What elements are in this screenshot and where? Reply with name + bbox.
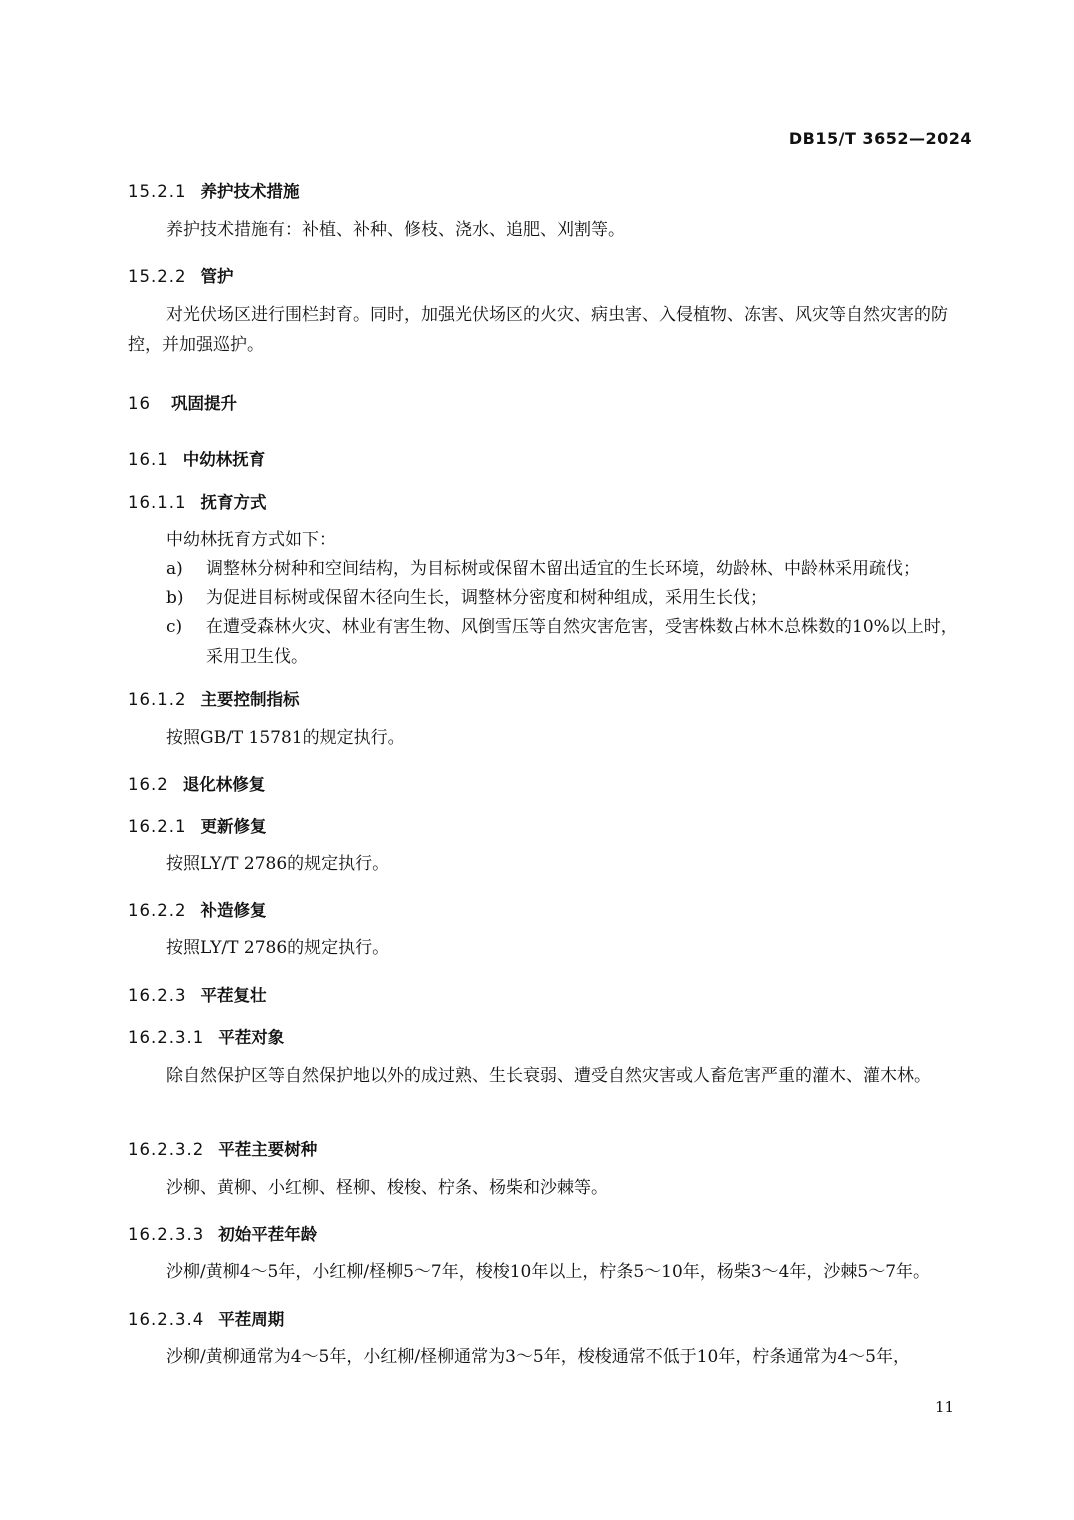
clause-heading: [128, 489, 266, 513]
clause-title: 补造修复: [200, 901, 267, 920]
clause-title: 主要控制指标: [200, 690, 300, 709]
clause-heading: [128, 1136, 317, 1160]
clause-number: 16.2.3.3: [128, 1225, 205, 1244]
clause-title: 平茬周期: [218, 1310, 285, 1329]
clause-number: 16.2.2: [128, 901, 187, 920]
clause-title: 平茬对象: [218, 1028, 285, 1047]
list-marker: b): [166, 588, 184, 608]
paragraph: 沙柳/黄柳4～5年，小红柳/柽柳5～7年，梭梭10年以上，柠条5～10年，杨柴3～4年，沙棘5～7年。: [166, 1262, 931, 1282]
clause-heading: [128, 1024, 284, 1048]
paragraph: 按照LY/T 2786的规定执行。: [166, 854, 390, 874]
list-marker: c): [166, 617, 183, 637]
clause-title: 更新修复: [200, 817, 267, 836]
paragraph: 沙柳、黄柳、小红柳、柽柳、梭梭、柠条、杨柴和沙棘等。: [166, 1178, 608, 1198]
clause-title: 平茬主要树种: [218, 1140, 318, 1159]
paragraph: 按照GB/T 15781的规定执行。: [166, 728, 405, 748]
chapter-heading: [128, 390, 237, 414]
clause-heading: [128, 1221, 317, 1245]
clause-title: 巩固提升: [171, 394, 237, 413]
clause-number: 16.1: [128, 450, 169, 469]
clause-number: 16.1.1: [128, 493, 187, 512]
paragraph: 对光伏场区进行围栏封育。同时，加强光伏场区的火灾、病虫害、入侵植物、冻害、风灾等自然灾害的防控，并加强巡护。: [128, 305, 948, 355]
clause-heading: [128, 897, 266, 921]
clause-number: 16.2.3.2: [128, 1140, 205, 1159]
clause-heading: [128, 178, 299, 202]
clause-number: 16.2.3.4: [128, 1310, 205, 1329]
paragraph: 养护技术措施有：补植、补种、修枝、浇水、追肥、刈割等。: [166, 220, 625, 240]
clause-heading: [128, 982, 266, 1006]
list-text: 为促进目标树或保留木径向生长，调整林分密度和树种组成，采用生长伐；: [206, 588, 767, 608]
clause-title: 平茬复壮: [200, 986, 267, 1005]
clause-heading: [128, 771, 265, 795]
list-text: 调整林分树种和空间结构，为目标树或保留木留出适宜的生长环境，幼龄林、中龄林采用疏伐；: [206, 559, 920, 579]
clause-number: 15.2.2: [128, 267, 187, 286]
page-number: 11: [935, 1398, 955, 1416]
standard-code: DB15/T 3652—2024: [788, 129, 972, 148]
clause-heading: [128, 813, 266, 837]
clause-number: 16: [128, 394, 151, 413]
clause-number: 16.2.3: [128, 986, 187, 1005]
clause-title: 中幼林抚育: [182, 450, 266, 469]
list-item: [166, 554, 974, 584]
clause-title: 管护: [200, 267, 234, 286]
clause-title: 抚育方式: [200, 493, 267, 512]
list-marker: a): [166, 559, 183, 579]
paragraph: 沙柳/黄柳通常为4～5年，小红柳/柽柳通常为3～5年，梭梭通常不低于10年，柠条通常为4～5年，: [166, 1347, 910, 1367]
clause-heading: [128, 686, 299, 710]
clause-number: 16.1.2: [128, 690, 187, 709]
list-item: [166, 583, 974, 613]
list-text: 在遭受森林火灾、林业有害生物、风倒雪压等自然灾害危害，受害株数占林木总株数的10%以上时，采用卫生伐。: [206, 617, 958, 667]
clause-number: 15.2.1: [128, 182, 187, 201]
clause-heading: [128, 1306, 284, 1330]
paragraph: 按照LY/T 2786的规定执行。: [166, 938, 390, 958]
clause-title: 初始平茬年龄: [218, 1225, 318, 1244]
clause-number: 16.2: [128, 775, 169, 794]
clause-heading: [128, 263, 233, 287]
paragraph: 除自然保护区等自然保护地以外的成过熟、生长衰弱、遭受自然灾害或人畜危害严重的灌木、灌木林。: [166, 1066, 931, 1086]
list-item: [166, 612, 974, 672]
clause-number: 16.2.1: [128, 817, 187, 836]
paragraph: 中幼林抚育方式如下：: [166, 530, 336, 550]
clause-title: 退化林修复: [182, 775, 266, 794]
clause-heading: [128, 446, 265, 470]
clause-title: 养护技术措施: [200, 182, 300, 201]
clause-number: 16.2.3.1: [128, 1028, 205, 1047]
